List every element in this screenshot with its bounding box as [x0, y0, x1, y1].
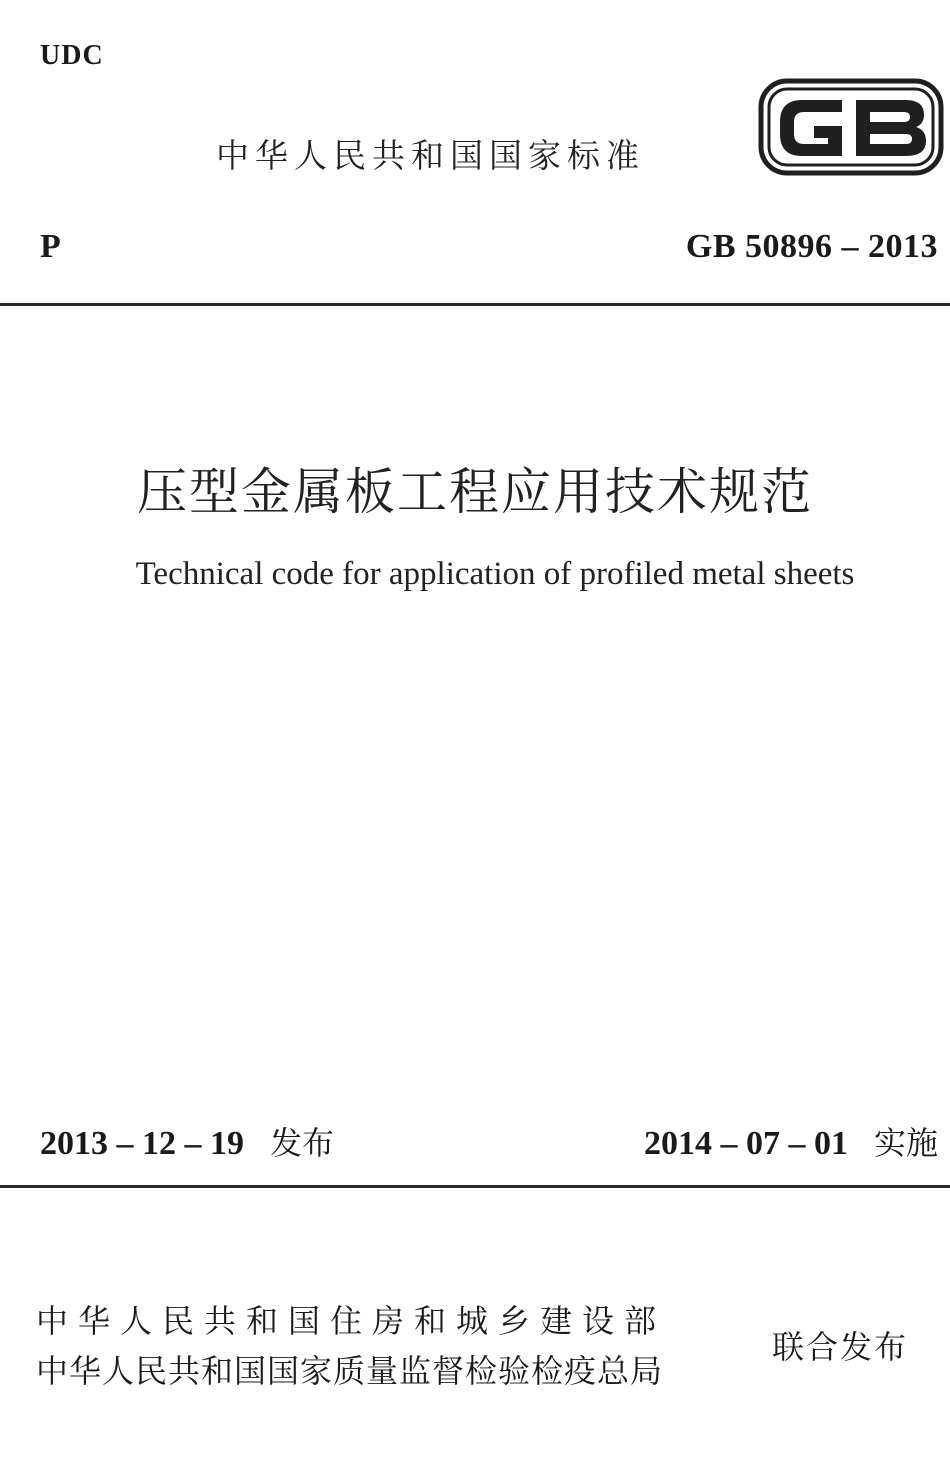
standard-type: 中华人民共和国国家标准 [216, 136, 645, 175]
bottom-divider [0, 1185, 950, 1188]
udc-label: UDC [40, 40, 104, 71]
implementation-date-block [644, 1118, 938, 1164]
issue-label: 发布 [270, 1124, 335, 1162]
implementation-date: 2014 – 07 – 01 [643, 1125, 848, 1162]
top-divider [0, 303, 950, 306]
issue-date-block [40, 1118, 334, 1164]
title-chinese: 压型金属板工程应用技术规范 [137, 463, 813, 521]
standard-number: GB 50896 – 2013 [685, 228, 938, 265]
publisher-line-2: 中华人民共和国国家质量监督检验检疫总局 [36, 1352, 664, 1390]
title-english: Technical code for application of profiled metal sheets [135, 556, 855, 592]
gb-logo [758, 78, 944, 176]
joint-publish-label: 联合发布 [772, 1328, 909, 1366]
classification-code: P [40, 228, 61, 265]
implementation-label: 实施 [873, 1124, 938, 1162]
publisher-line-1: 中华人民共和国住房和城乡建设部 [36, 1302, 667, 1340]
issue-date: 2013 – 12 – 19 [40, 1125, 244, 1162]
